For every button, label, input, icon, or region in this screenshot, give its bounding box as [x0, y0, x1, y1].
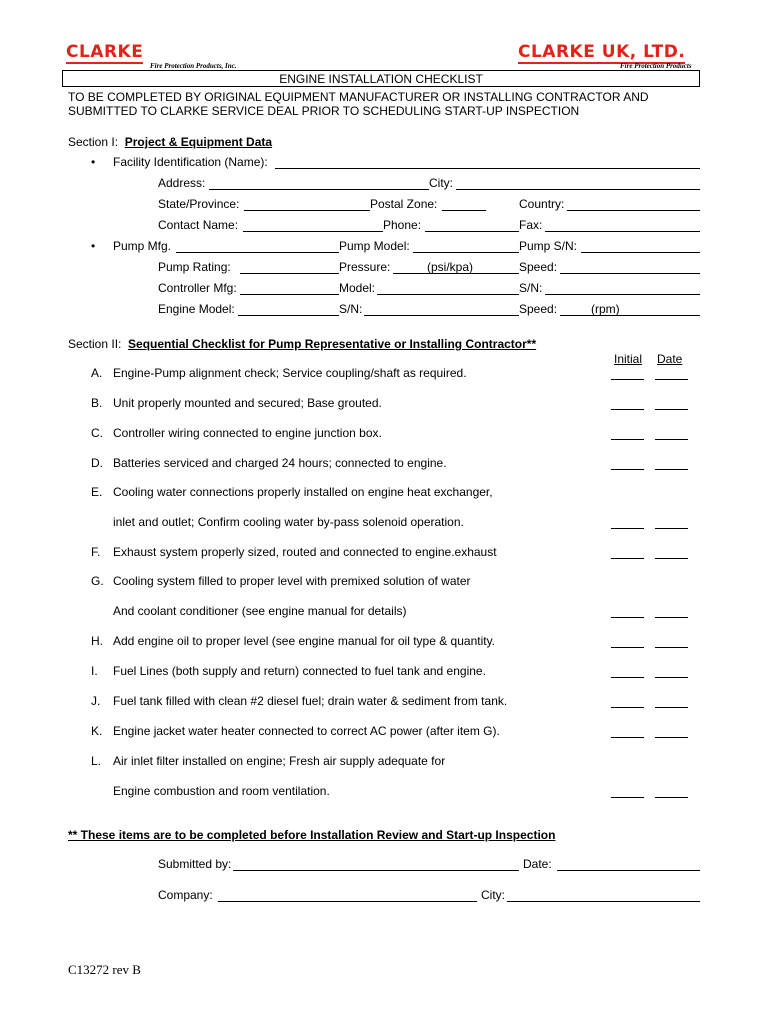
label-address: Address:	[158, 176, 206, 190]
label-speed: Speed:	[519, 260, 558, 274]
page-title: ENGINE INSTALLATION CHECKLIST	[279, 72, 483, 86]
label-postal: Postal Zone:	[370, 197, 438, 211]
clarke-uk-logo-text: CLARKE UK, LTD.	[518, 42, 686, 62]
clarke-logo-text: CLARKE	[66, 42, 144, 62]
checklist-item-letter: A.	[91, 366, 103, 380]
clarke-uk-tagline: Fire Protection Products	[620, 62, 692, 70]
checklist-item-text: Add engine oil to proper level (see engine manual for oil type & quantity.	[113, 634, 496, 648]
label-rpm-unit: (rpm)	[591, 302, 620, 316]
initial-field[interactable]	[611, 617, 644, 618]
label-city: City:	[429, 176, 453, 190]
checklist-item-text: Engine-Pump alignment check; Service coupling/shaft as required.	[113, 366, 467, 380]
label-pump-mfg: Pump Mfg.	[113, 239, 172, 253]
initial-field[interactable]	[611, 677, 644, 678]
checklist-item-text: Cooling system filled to proper level with premixed solution of water	[113, 574, 471, 588]
field-signoff-date[interactable]	[557, 870, 700, 871]
checklist-item-letter: B.	[91, 396, 103, 410]
checklist-item-letter: G.	[91, 574, 104, 588]
section-1-title: Project & Equipment Data	[124, 135, 273, 149]
label-engine-sn: S/N:	[339, 302, 363, 316]
subtitle-line-1: TO BE COMPLETED BY ORIGINAL EQUIPMENT MANUFACTURER OR INSTALLING CONTRACTOR AND	[68, 90, 649, 104]
checklist-item-text: Exhaust system properly sized, routed and connected to engine.exhaust	[113, 545, 497, 559]
field-speed[interactable]	[560, 273, 700, 274]
initial-field[interactable]	[611, 469, 644, 470]
field-country[interactable]	[567, 210, 700, 211]
field-engine-model[interactable]	[238, 315, 339, 316]
checklist-item-text: Unit properly mounted and secured; Base grouted.	[113, 396, 382, 410]
field-controller-sn[interactable]	[545, 294, 700, 295]
section-1-heading	[68, 135, 272, 149]
checklist-item-text: Air inlet filter installed on engine; Fresh air supply adequate for	[113, 754, 446, 768]
date-field[interactable]	[655, 677, 688, 678]
checklist-item-text-continued: And coolant conditioner (see engine manual for details)	[113, 604, 407, 618]
checklist-item-letter: L.	[91, 754, 102, 768]
checklist-item-letter: D.	[91, 456, 103, 470]
clarke-logo	[66, 42, 143, 62]
checklist-item-letter: J.	[91, 694, 101, 708]
field-state[interactable]	[244, 210, 370, 211]
section-2-heading	[68, 337, 536, 351]
initial-field[interactable]	[611, 737, 644, 738]
label-pump-rating: Pump Rating:	[158, 260, 231, 274]
field-pump-model[interactable]	[413, 252, 519, 253]
date-field[interactable]	[655, 797, 688, 798]
label-signoff-city: City:	[481, 888, 505, 902]
label-phone: Phone:	[383, 218, 422, 232]
label-contact: Contact Name:	[158, 218, 239, 232]
checklist-item-text: Controller wiring connected to engine junction box.	[113, 426, 382, 440]
label-engine-speed: Speed:	[519, 302, 558, 316]
checklist-item-text-continued: inlet and outlet; Confirm cooling water by-pass solenoid operation.	[113, 515, 464, 529]
date-field[interactable]	[655, 379, 688, 380]
label-fax: Fax:	[519, 218, 543, 232]
label-facility: Facility Identification (Name):	[113, 155, 268, 169]
label-pump-sn: Pump S/N:	[519, 239, 578, 253]
checklist-item-text: Engine jacket water heater connected to correct AC power (after item G).	[113, 724, 500, 738]
field-submitted-by[interactable]	[233, 870, 519, 871]
field-facility[interactable]	[275, 168, 700, 169]
checklist-item-text: Fuel tank filled with clean #2 diesel fuel; drain water & sediment from tank.	[113, 694, 508, 708]
initial-field[interactable]	[611, 558, 644, 559]
field-model[interactable]	[377, 294, 519, 295]
initial-field[interactable]	[611, 797, 644, 798]
date-field[interactable]	[655, 558, 688, 559]
label-model: Model:	[339, 281, 376, 295]
date-field[interactable]	[655, 737, 688, 738]
checklist-item-letter: E.	[91, 485, 103, 499]
clarke-uk-logo	[518, 42, 685, 62]
field-pump-sn[interactable]	[581, 252, 700, 253]
checklist-item-text: Cooling water connections properly installed on engine heat exchanger,	[113, 485, 493, 499]
field-signoff-city[interactable]	[507, 901, 700, 902]
title-box	[62, 70, 700, 87]
section-1-prefix: Section I:	[68, 135, 119, 149]
checklist-item-text: Fuel Lines (both supply and return) connected to fuel tank and engine.	[113, 664, 486, 678]
field-fax[interactable]	[545, 231, 700, 232]
checklist-item-text: Batteries serviced and charged 24 hours; connected to engine.	[113, 456, 447, 470]
initial-field[interactable]	[611, 707, 644, 708]
date-field[interactable]	[655, 647, 688, 648]
field-contact[interactable]	[243, 231, 383, 232]
label-state: State/Province:	[158, 197, 240, 211]
date-field[interactable]	[655, 528, 688, 529]
section-2-prefix: Section II:	[68, 337, 122, 351]
field-phone[interactable]	[425, 231, 519, 232]
label-signoff-date: Date:	[523, 857, 552, 871]
label-controller-sn: S/N:	[519, 281, 543, 295]
field-controller-mfg[interactable]	[240, 294, 339, 295]
checklist-item-letter: I.	[91, 664, 98, 678]
bullet-pump: •	[91, 239, 96, 253]
field-company[interactable]	[218, 901, 477, 902]
date-field[interactable]	[655, 409, 688, 410]
clarke-tagline: Fire Protection Products, Inc.	[150, 62, 237, 70]
initial-field[interactable]	[611, 379, 644, 380]
label-submitted-by: Submitted by:	[158, 857, 232, 871]
initial-field[interactable]	[611, 439, 644, 440]
field-address[interactable]	[209, 189, 429, 190]
checklist-item-letter: K.	[91, 724, 103, 738]
label-controller-mfg: Controller Mfg:	[158, 281, 237, 295]
date-field[interactable]	[655, 707, 688, 708]
label-pressure: Pressure:	[339, 260, 391, 274]
initial-field[interactable]	[611, 647, 644, 648]
field-pump-rating[interactable]	[240, 273, 339, 274]
section-2-title: Sequential Checklist for Pump Representative or Installing Contractor**	[128, 337, 537, 351]
field-postal[interactable]	[442, 210, 486, 211]
checklist-item-letter: H.	[91, 634, 103, 648]
label-pump-model: Pump Model:	[339, 239, 410, 253]
document-number: C13272 rev B	[68, 962, 141, 977]
column-date-header: Date	[657, 352, 683, 366]
checklist-item-letter: C.	[91, 426, 103, 440]
label-company: Company:	[158, 888, 213, 902]
column-initial-header: Initial	[614, 352, 643, 366]
initial-field[interactable]	[611, 528, 644, 529]
initial-field[interactable]	[611, 409, 644, 410]
checklist-item-letter: F.	[91, 545, 101, 559]
label-psi-unit: (psi/kpa)	[427, 260, 474, 274]
label-country: Country:	[519, 197, 565, 211]
subtitle-line-2: SUBMITTED TO CLARKE SERVICE DEAL PRIOR TO SCHEDULING START-UP INSPECTION	[68, 104, 580, 118]
field-engine-sn[interactable]	[364, 315, 519, 316]
field-city[interactable]	[456, 189, 700, 190]
checklist-item-text-continued: Engine combustion and room ventilation.	[113, 784, 330, 798]
field-pump-mfg[interactable]	[176, 252, 339, 253]
bullet-facility: •	[91, 155, 96, 169]
date-field[interactable]	[655, 439, 688, 440]
date-field[interactable]	[655, 469, 688, 470]
footnote: ** These items are to be completed before Installation Review and Start-up Inspection	[68, 828, 556, 842]
label-engine-model: Engine Model:	[158, 302, 235, 316]
date-field[interactable]	[655, 617, 688, 618]
field-engine-speed[interactable]	[560, 315, 700, 316]
